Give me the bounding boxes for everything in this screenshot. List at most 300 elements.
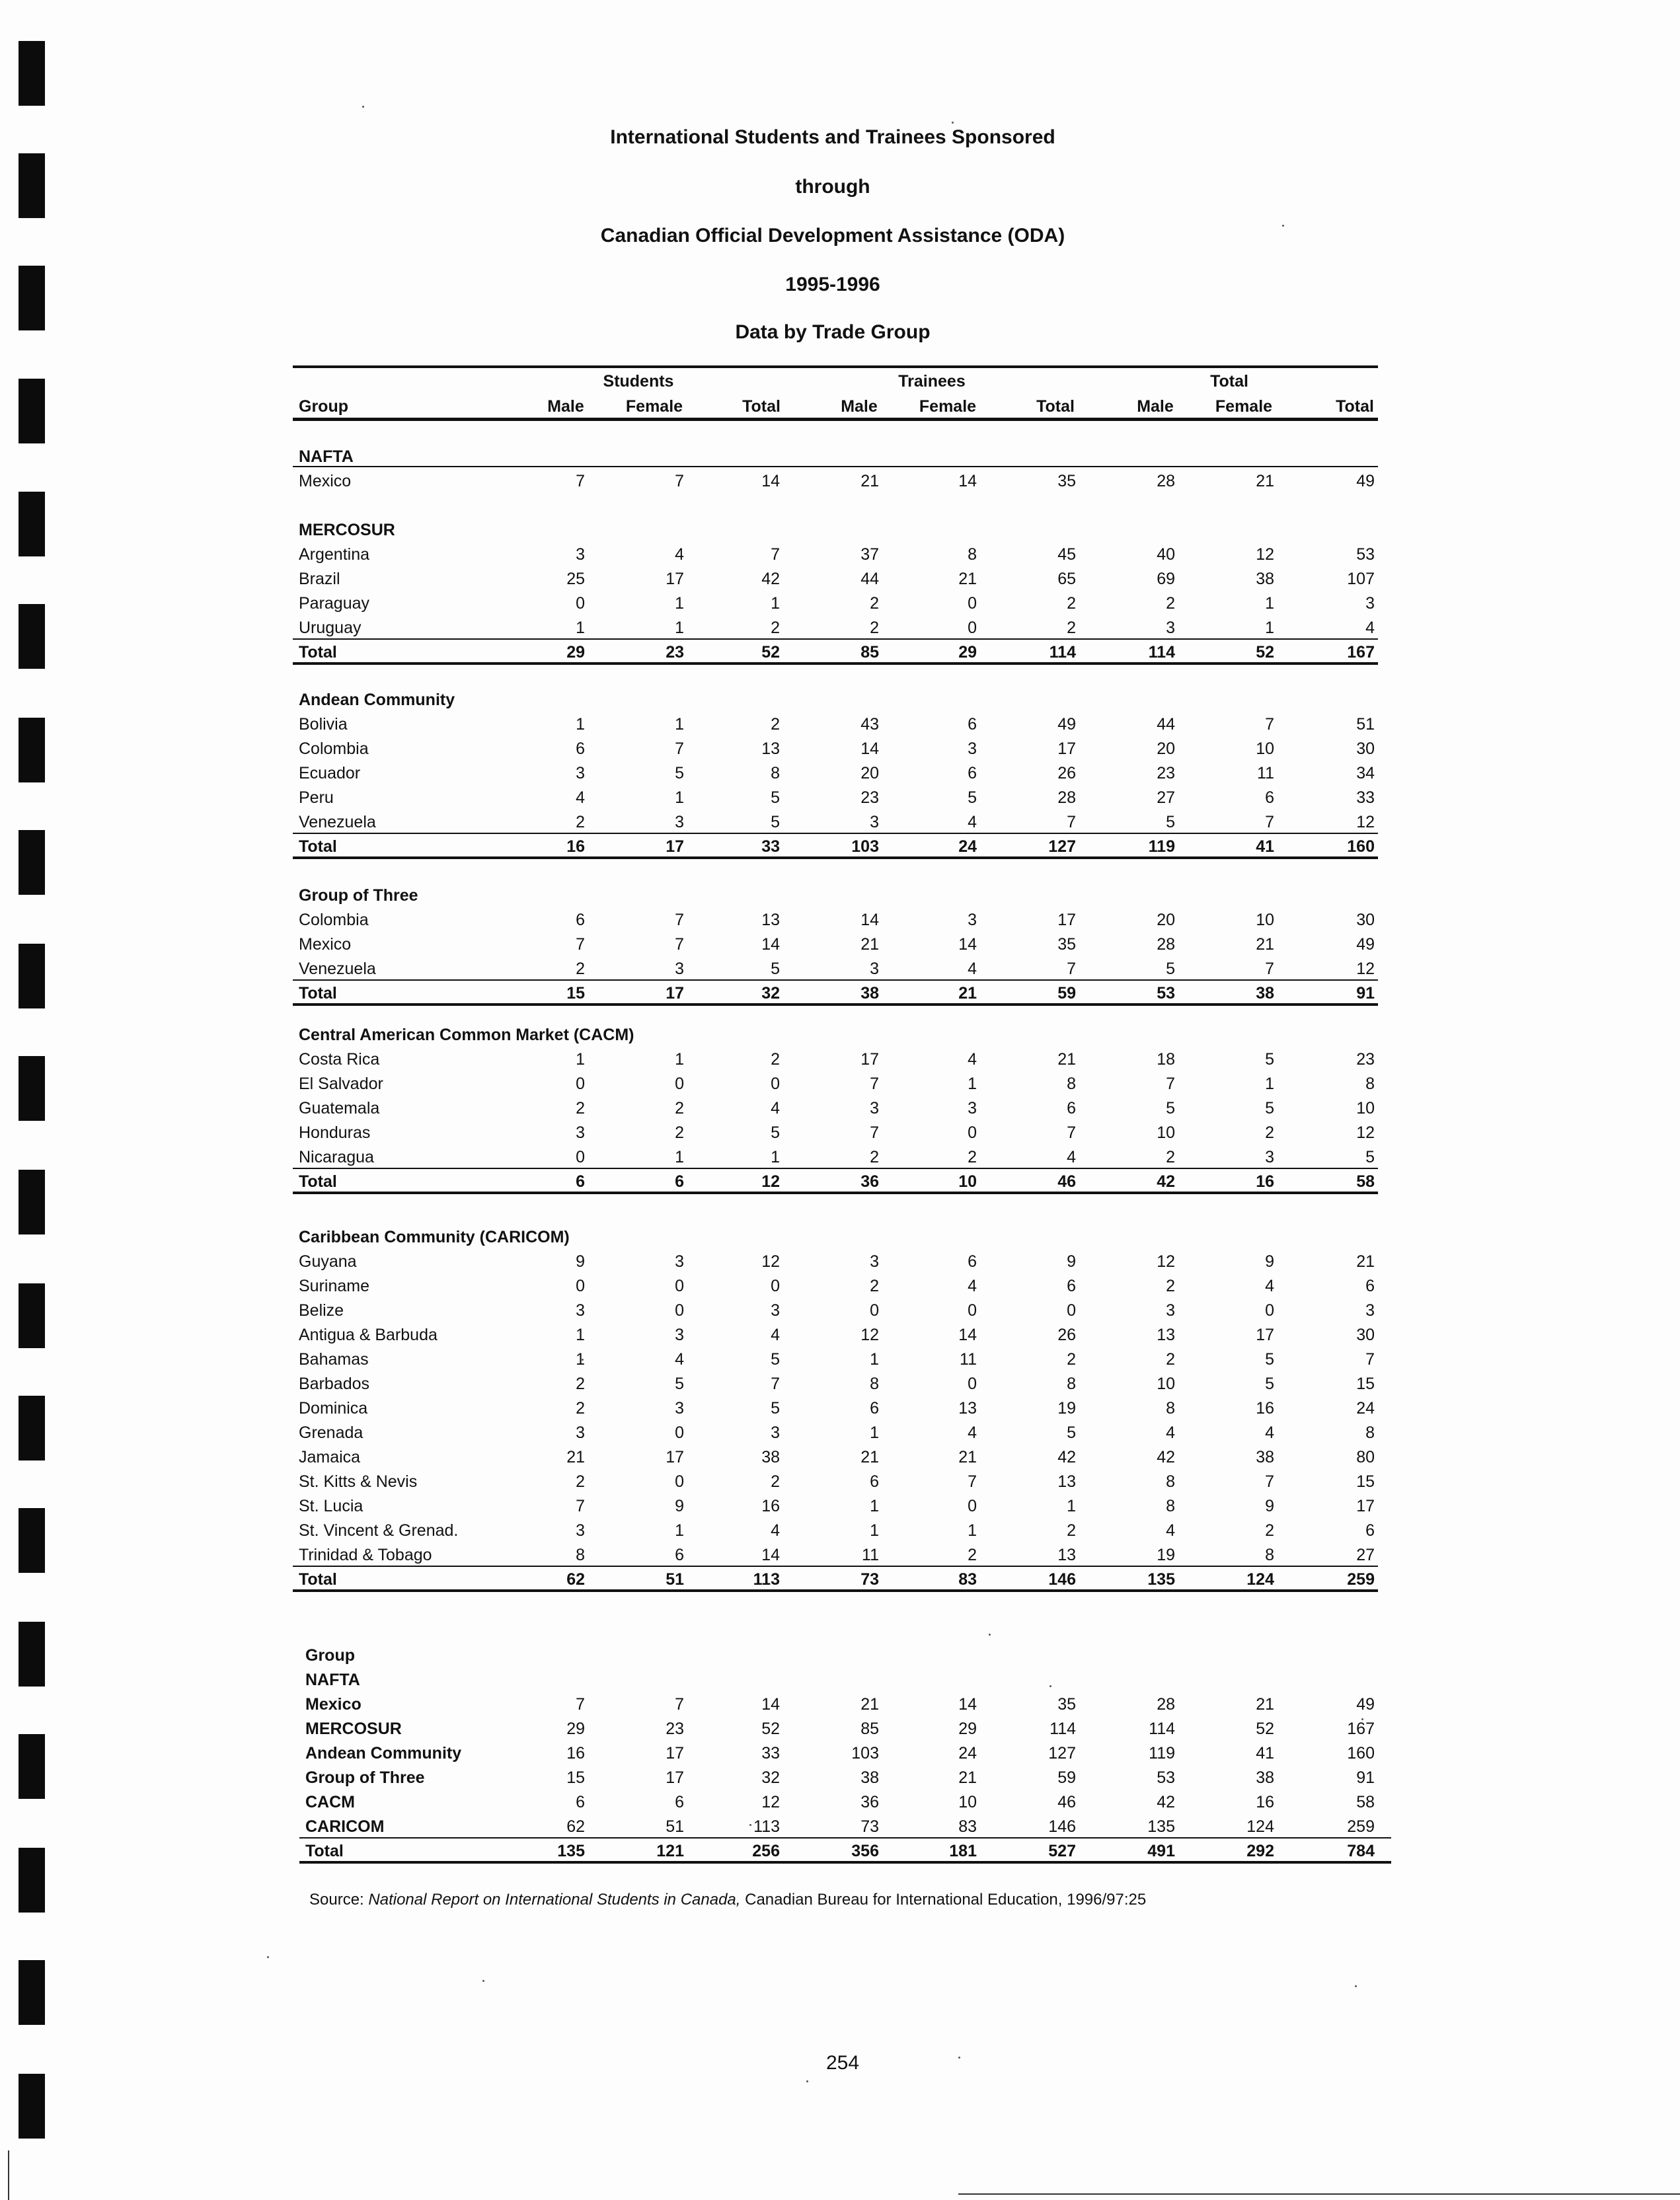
table-row-cell: 7: [675, 935, 684, 954]
table-row-cell: 8: [771, 764, 780, 782]
total-row-label: Total: [299, 1172, 337, 1191]
table-row-cell: 14: [761, 1546, 780, 1564]
table-row-cell: 0: [1067, 1301, 1076, 1320]
total-row-cell: 160: [1347, 837, 1375, 856]
table-row-label: St. Lucia: [299, 1497, 363, 1515]
table-row-cell: 5: [675, 1375, 684, 1393]
table-row-cell: 44: [860, 570, 879, 588]
binder-mark: [19, 1056, 45, 1121]
table-row-cell: 8: [1365, 1423, 1375, 1442]
table-row-cell: 26: [1057, 1326, 1076, 1344]
table-row-cell: 8: [1265, 1546, 1274, 1564]
table-row-cell: 2: [771, 1472, 780, 1491]
total-row-cell: 24: [958, 837, 977, 856]
table-row-cell: 2: [968, 1148, 977, 1166]
summary-row-cell: 16: [566, 1744, 585, 1763]
table-row-cell: 10: [1256, 911, 1274, 929]
table-row-cell: 4: [1166, 1423, 1175, 1442]
table-row-cell: 3: [1166, 1301, 1175, 1320]
summary-row-cell: 15: [566, 1768, 585, 1787]
table-rule: [293, 662, 1378, 665]
summary-row-cell: 17: [666, 1744, 684, 1763]
summary-row-cell: 124: [1246, 1817, 1274, 1836]
table-row-cell: 7: [675, 472, 684, 490]
table-row-cell: 5: [675, 764, 684, 782]
scan-edge-line: [958, 2193, 1680, 2195]
table-row-cell: 3: [870, 1252, 879, 1271]
summary-row-cell: 23: [666, 1720, 684, 1738]
table-row-label: Bahamas: [299, 1350, 369, 1369]
table-row-cell: 1: [675, 594, 684, 613]
column-group-header: Trainees: [898, 372, 966, 391]
total-row-cell: 83: [958, 1570, 977, 1589]
summary-row-cell: 58: [1356, 1793, 1375, 1811]
table-row-cell: 7: [1067, 1123, 1076, 1142]
table-row-cell: 1: [870, 1497, 879, 1515]
table-row-cell: 27: [1356, 1546, 1375, 1564]
table-row-cell: 7: [1265, 715, 1274, 734]
table-row-cell: 40: [1157, 545, 1175, 564]
total-row-cell: 41: [1256, 837, 1274, 856]
table-row-cell: 4: [771, 1326, 780, 1344]
table-row-label: Grenada: [299, 1423, 363, 1442]
table-row-cell: 5: [771, 813, 780, 831]
table-row-label: Guatemala: [299, 1099, 380, 1118]
table-row-cell: 2: [771, 715, 780, 734]
table-row-cell: 3: [771, 1423, 780, 1442]
table-row-label: Colombia: [299, 740, 369, 758]
scan-edge-line: [8, 2150, 9, 2200]
grand-total-row-cell: 181: [949, 1842, 977, 1860]
table-row-cell: 1: [675, 788, 684, 807]
total-row-cell: 91: [1356, 984, 1375, 1003]
total-row-cell: 114: [1049, 643, 1076, 662]
binder-mark: [19, 830, 45, 895]
table-row-cell: 14: [958, 472, 977, 490]
table-row-cell: 21: [860, 1448, 879, 1466]
table-row-cell: 30: [1356, 1326, 1375, 1344]
table-row-cell: 0: [870, 1301, 879, 1320]
table-row-cell: 4: [968, 1277, 977, 1295]
summary-row-cell: 167: [1347, 1720, 1375, 1738]
table-row-cell: 20: [1157, 740, 1175, 758]
total-row-cell: 103: [851, 837, 879, 856]
table-rule: [299, 1837, 1391, 1839]
table-row-cell: 13: [1057, 1546, 1076, 1564]
table-row-cell: 2: [1166, 594, 1175, 613]
table-row-cell: 5: [771, 1399, 780, 1418]
table-row-cell: 23: [860, 788, 879, 807]
table-row-label: Jamaica: [299, 1448, 361, 1466]
table-row-cell: 4: [1067, 1148, 1076, 1166]
table-row-cell: 1: [675, 1148, 684, 1166]
table-row-cell: 6: [1067, 1099, 1076, 1118]
table-row-cell: 4: [968, 1050, 977, 1069]
table-row-cell: 21: [958, 1448, 977, 1466]
summary-row-cell: 32: [761, 1768, 780, 1787]
table-row-cell: 4: [968, 813, 977, 831]
scan-speck: [806, 2080, 808, 2082]
table-row-cell: 0: [675, 1277, 684, 1295]
total-row-cell: 29: [566, 643, 585, 662]
summary-row-cell: 7: [576, 1695, 585, 1714]
table-row-cell: 26: [1057, 764, 1076, 782]
table-row-cell: 17: [666, 1448, 684, 1466]
table-row-cell: 6: [870, 1472, 879, 1491]
table-row-cell: 3: [870, 960, 879, 978]
table-row-label: Ecuador: [299, 764, 361, 782]
column-group-header: Students: [603, 372, 674, 391]
scan-speck: [958, 2057, 960, 2059]
table-row-cell: 7: [576, 1497, 585, 1515]
table-row-cell: 3: [771, 1301, 780, 1320]
table-row-cell: 8: [968, 545, 977, 564]
table-row-cell: 8: [1067, 1075, 1076, 1093]
grand-total-row-cell: 491: [1147, 1842, 1175, 1860]
summary-row-cell: 51: [666, 1817, 684, 1836]
summary-row-cell: 62: [566, 1817, 585, 1836]
total-row-cell: 33: [761, 837, 780, 856]
table-row-cell: 0: [968, 1497, 977, 1515]
column-header: Female: [919, 397, 977, 416]
total-row-cell: 23: [666, 643, 684, 662]
summary-row-cell: 49: [1356, 1695, 1375, 1714]
table-row-cell: 3: [968, 740, 977, 758]
table-row-cell: 42: [1057, 1448, 1076, 1466]
table-row-cell: 2: [576, 1375, 585, 1393]
summary-row-cell: 7: [675, 1695, 684, 1714]
total-row-cell: 51: [666, 1570, 684, 1589]
summary-row-cell: 35: [1057, 1695, 1076, 1714]
column-header: Male: [547, 397, 584, 416]
total-row-cell: 119: [1148, 837, 1175, 856]
table-row-cell: 3: [576, 1301, 585, 1320]
table-row-cell: 14: [761, 935, 780, 954]
table-rule: [293, 1192, 1378, 1194]
binder-mark: [19, 1508, 45, 1573]
table-row-label: Belize: [299, 1301, 344, 1320]
table-row-cell: 7: [1067, 960, 1076, 978]
source-note: [309, 1890, 1146, 1910]
table-row-label: St. Kitts & Nevis: [299, 1472, 418, 1491]
table-row-cell: 2: [576, 1472, 585, 1491]
table-row-cell: 8: [870, 1375, 879, 1393]
binder-mark: [19, 1396, 45, 1460]
table-row-cell: 2: [1166, 1148, 1175, 1166]
table-row-cell: 12: [1157, 1252, 1175, 1271]
table-row-cell: 3: [968, 1099, 977, 1118]
table-row-cell: 5: [968, 788, 977, 807]
summary-row-cell: 59: [1057, 1768, 1076, 1787]
table-row-cell: 5: [1067, 1423, 1076, 1442]
table-row-cell: 21: [1057, 1050, 1076, 1069]
table-row-cell: 12: [1356, 813, 1375, 831]
table-row-cell: 11: [960, 1350, 977, 1369]
table-row-cell: 2: [576, 813, 585, 831]
table-row-cell: 3: [968, 911, 977, 929]
column-header: Total: [742, 397, 781, 416]
table-row-label: Trinidad & Tobago: [299, 1546, 432, 1564]
total-row-cell: 259: [1347, 1570, 1375, 1589]
table-row-cell: 4: [771, 1099, 780, 1118]
table-row-cell: 7: [870, 1075, 879, 1093]
binder-mark: [19, 492, 45, 556]
table-row-cell: 2: [1265, 1123, 1274, 1142]
table-row-cell: 5: [771, 1350, 780, 1369]
table-row-cell: 11: [862, 1546, 879, 1564]
table-row-cell: 4: [576, 788, 585, 807]
table-row-label: Peru: [299, 788, 334, 807]
table-row-label: Bolivia: [299, 715, 348, 734]
table-row-cell: 3: [576, 1123, 585, 1142]
column-header: Total: [1336, 397, 1374, 416]
table-row-cell: 1: [675, 715, 684, 734]
section-heading: NAFTA: [299, 447, 354, 466]
table-row-cell: 5: [1265, 1350, 1274, 1369]
table-row-cell: 10: [1157, 1375, 1175, 1393]
table-row-cell: 3: [576, 764, 585, 782]
total-row-cell: 124: [1246, 1570, 1274, 1589]
table-row-cell: 30: [1356, 911, 1375, 929]
table-row-cell: 6: [1265, 788, 1274, 807]
table-row-cell: 107: [1347, 570, 1375, 588]
table-row-cell: 1: [1265, 594, 1274, 613]
table-row-cell: 15: [1356, 1375, 1375, 1393]
grand-total-row-cell: 784: [1347, 1842, 1375, 1860]
table-row-cell: 23: [1157, 764, 1175, 782]
table-row-cell: 1: [576, 1350, 585, 1369]
table-row-cell: 7: [771, 1375, 780, 1393]
table-row-cell: 9: [576, 1252, 585, 1271]
table-row-cell: 2: [1166, 1277, 1175, 1295]
table-row-cell: 21: [1256, 472, 1274, 490]
table-row-label: Uruguay: [299, 619, 362, 637]
table-row-cell: 7: [576, 935, 585, 954]
binder-mark: [19, 1848, 45, 1913]
table-row-label: St. Vincent & Grenad.: [299, 1521, 459, 1540]
table-row-cell: 7: [1265, 960, 1274, 978]
table-row-cell: 10: [1157, 1123, 1175, 1142]
source-publication: National Report on International Students in Canada,: [368, 1891, 741, 1909]
table-row-cell: 24: [1356, 1399, 1375, 1418]
table-row-cell: 1: [870, 1521, 879, 1540]
table-row-cell: 1: [675, 619, 684, 637]
table-row-cell: 2: [771, 619, 780, 637]
total-row-label: Total: [299, 1570, 337, 1589]
table-row-cell: 0: [675, 1075, 684, 1093]
table-row-cell: 0: [968, 1301, 977, 1320]
table-row-cell: 8: [1166, 1472, 1175, 1491]
table-row-cell: 5: [1265, 1375, 1274, 1393]
table-row-cell: 49: [1356, 472, 1375, 490]
total-row-cell: 58: [1356, 1172, 1375, 1191]
summary-row-cell: 114: [1149, 1720, 1175, 1738]
summary-row-cell: 91: [1356, 1768, 1375, 1787]
table-row-cell: 5: [771, 960, 780, 978]
table-row-cell: 20: [860, 764, 879, 782]
table-row-cell: 45: [1057, 545, 1076, 564]
table-row-cell: 5: [771, 788, 780, 807]
total-row-cell: 12: [761, 1172, 780, 1191]
total-row-cell: 6: [675, 1172, 684, 1191]
table-row-cell: 7: [1067, 813, 1076, 831]
table-row-cell: 3: [1265, 1148, 1274, 1166]
summary-row-cell: 46: [1057, 1793, 1076, 1811]
binder-mark: [19, 41, 45, 106]
table-row-cell: 0: [968, 1375, 977, 1393]
table-row-cell: 7: [1166, 1075, 1175, 1093]
total-row-label: Total: [299, 643, 337, 662]
total-row-cell: 42: [1157, 1172, 1175, 1191]
grand-total-row-label: Total: [305, 1842, 344, 1860]
table-row-cell: 8: [1067, 1375, 1076, 1393]
table-row-cell: 33: [1356, 788, 1375, 807]
table-row-label: Honduras: [299, 1123, 371, 1142]
summary-row-cell: 28: [1157, 1695, 1175, 1714]
summary-row-cell: 41: [1256, 1744, 1274, 1763]
summary-row-cell: 6: [576, 1793, 585, 1811]
summary-row-cell: 36: [860, 1793, 879, 1811]
table-row-cell: 21: [860, 935, 879, 954]
table-row-cell: 49: [1356, 935, 1375, 954]
total-row-label: Total: [299, 837, 337, 856]
grand-total-row-cell: 356: [851, 1842, 879, 1860]
table-row-cell: 0: [968, 619, 977, 637]
table-rule: [293, 1168, 1378, 1169]
total-row-cell: 21: [958, 984, 977, 1003]
table-row-cell: 21: [566, 1448, 585, 1466]
section-heading: Andean Community: [299, 691, 455, 709]
total-row-cell: 135: [1147, 1570, 1175, 1589]
table-row-cell: 18: [1157, 1050, 1175, 1069]
table-row-cell: 4: [1265, 1423, 1274, 1442]
table-row-cell: 6: [1365, 1277, 1375, 1295]
table-row-cell: 0: [771, 1277, 780, 1295]
table-row-cell: 1: [968, 1521, 977, 1540]
table-row-cell: 17: [1256, 1326, 1274, 1344]
table-row-cell: 2: [870, 619, 879, 637]
table-row-label: Guyana: [299, 1252, 357, 1271]
table-row-cell: 13: [958, 1399, 977, 1418]
summary-row-label: Group of Three: [305, 1768, 425, 1787]
table-row-cell: 1: [771, 594, 780, 613]
table-row-cell: 5: [1166, 1099, 1175, 1118]
table-row-label: Venezuela: [299, 813, 376, 831]
table-row-cell: 0: [576, 1277, 585, 1295]
table-row-cell: 13: [761, 740, 780, 758]
table-row-cell: 5: [1166, 960, 1175, 978]
summary-row-cell: 103: [851, 1744, 879, 1763]
table-row-label: Mexico: [299, 935, 352, 954]
table-rule: [299, 1861, 1391, 1864]
table-row-cell: 3: [576, 545, 585, 564]
table-row-cell: 0: [675, 1301, 684, 1320]
table-row-cell: 3: [576, 1521, 585, 1540]
summary-row-cell: 16: [1256, 1793, 1274, 1811]
binder-mark: [19, 379, 45, 443]
title-line: 1995-1996: [785, 274, 880, 295]
total-row-cell: 85: [860, 643, 879, 662]
summary-heading: Group: [305, 1646, 355, 1665]
table-row-cell: 8: [1166, 1497, 1175, 1515]
total-row-cell: 10: [958, 1172, 977, 1191]
table-row-cell: 0: [576, 1075, 585, 1093]
table-row-cell: 0: [968, 594, 977, 613]
table-row-cell: 5: [771, 1123, 780, 1142]
table-row-cell: 49: [1057, 715, 1076, 734]
table-row-cell: 13: [1157, 1326, 1175, 1344]
table-row-cell: 2: [576, 960, 585, 978]
table-row-cell: 51: [1356, 715, 1375, 734]
table-row-cell: 0: [968, 1123, 977, 1142]
summary-row-label: CACM: [305, 1793, 355, 1811]
table-row-cell: 5: [1166, 813, 1175, 831]
table-row-cell: 20: [1157, 911, 1175, 929]
table-row-cell: 30: [1356, 740, 1375, 758]
table-rule: [293, 833, 1378, 834]
summary-row-cell: 52: [761, 1720, 780, 1738]
summary-row-cell: 14: [958, 1695, 977, 1714]
total-row-cell: 32: [761, 984, 780, 1003]
table-row-cell: 6: [1067, 1277, 1076, 1295]
table-row-label: Paraguay: [299, 594, 370, 613]
table-row-cell: 1: [576, 1326, 585, 1344]
scan-speck: [267, 1956, 269, 1958]
table-row-cell: 0: [1265, 1301, 1274, 1320]
table-row-cell: 53: [1356, 545, 1375, 564]
table-row-cell: 19: [1057, 1399, 1076, 1418]
table-row-cell: 5: [1365, 1148, 1375, 1166]
table-row-cell: 2: [968, 1546, 977, 1564]
table-row-cell: 3: [576, 1423, 585, 1442]
source-prefix: Source:: [309, 1891, 369, 1909]
table-row-cell: 2: [576, 1099, 585, 1118]
table-row-cell: 1: [1265, 619, 1274, 637]
table-row-cell: 2: [1265, 1521, 1274, 1540]
table-row-cell: 16: [1256, 1399, 1274, 1418]
total-row-cell: 53: [1157, 984, 1175, 1003]
table-row-cell: 3: [1166, 619, 1175, 637]
summary-row-cell: 21: [860, 1695, 879, 1714]
table-row-cell: 0: [675, 1423, 684, 1442]
title-line: Canadian Official Development Assistance (ODA): [600, 225, 1065, 247]
table-row-label: El Salvador: [299, 1075, 383, 1093]
table-row-cell: 14: [761, 472, 780, 490]
total-row-cell: 46: [1057, 1172, 1076, 1191]
table-row-cell: 12: [1356, 1123, 1375, 1142]
total-row-cell: 52: [761, 643, 780, 662]
table-row-cell: 28: [1157, 935, 1175, 954]
total-row-cell: 127: [1048, 837, 1076, 856]
binder-mark: [19, 718, 45, 782]
table-row-cell: 43: [860, 715, 879, 734]
summary-row-cell: 259: [1347, 1817, 1375, 1836]
table-rule: [293, 1003, 1378, 1006]
scan-speck: [482, 1980, 484, 1982]
table-row-label: Colombia: [299, 911, 369, 929]
table-row-cell: 1: [870, 1423, 879, 1442]
table-rule: [293, 638, 1378, 640]
table-row-cell: 9: [675, 1497, 684, 1515]
table-row-cell: 17: [860, 1050, 879, 1069]
table-row-cell: 3: [675, 1399, 684, 1418]
binder-mark: [19, 1283, 45, 1348]
table-row-cell: 15: [1356, 1472, 1375, 1491]
total-row-cell: 29: [958, 643, 977, 662]
table-row-cell: 8: [1365, 1075, 1375, 1093]
table-row-cell: 42: [761, 570, 780, 588]
table-row-cell: 35: [1057, 472, 1076, 490]
